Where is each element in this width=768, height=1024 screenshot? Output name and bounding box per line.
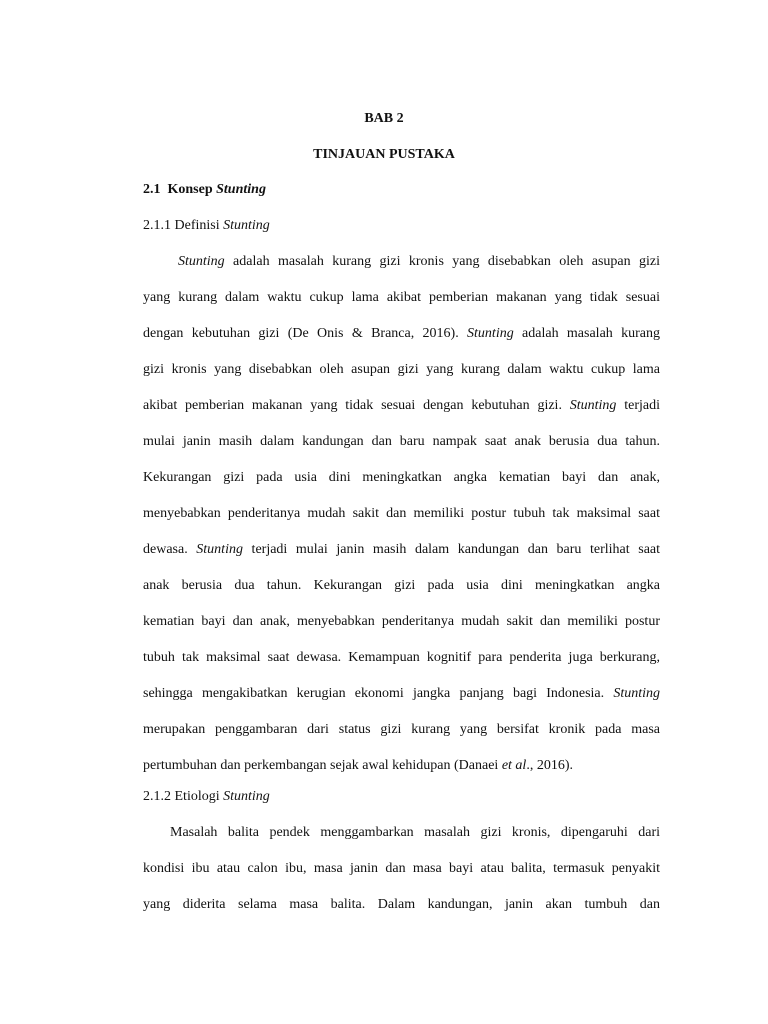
paragraph-line: Kekurangan gizi pada usia dini meningkatkan angka kematian bayi dan anak,	[143, 470, 660, 485]
subsection-heading-2-1-2	[143, 789, 270, 805]
paragraph-line: tubuh tak maksimal saat dewasa. Kemampuan kognitif para penderita juga berkurang,	[143, 650, 660, 665]
paragraph-line: akibat pemberian makanan yang tidak sesuai dengan kebutuhan gizi. Stunting terjadi	[143, 398, 660, 413]
section-label: Konsep	[167, 182, 213, 197]
subsection-label-italic: Stunting	[223, 789, 270, 804]
subsection-number: 2.1.1	[143, 218, 171, 233]
paragraph-line: anak berusia dua tahun. Kekurangan gizi pada usia dini meningkatkan angka	[143, 578, 660, 593]
paragraph-line: gizi kronis yang disebabkan oleh asupan gizi yang kurang dalam waktu cukup lama	[143, 362, 660, 377]
section-heading-2-1	[143, 182, 266, 198]
paragraph-line: pertumbuhan dan perkembangan sejak awal kehidupan (Danaei et al., 2016).	[143, 758, 573, 773]
paragraph-line: sehingga mengakibatkan kerugian ekonomi jangka panjang bagi Indonesia. Stunting	[143, 686, 660, 701]
paragraph-line: kondisi ibu atau calon ibu, masa janin dan masa bayi atau balita, termasuk penyakit	[143, 861, 660, 876]
paragraph-line: yang diderita selama masa balita. Dalam kandungan, janin akan tumbuh dan	[143, 897, 660, 912]
section-label-italic: Stunting	[216, 182, 266, 197]
subsection-number: 2.1.2	[143, 789, 171, 804]
paragraph-line: mulai janin masih dalam kandungan dan baru nampak saat anak berusia dua tahun.	[143, 434, 660, 449]
paragraph-line: kematian bayi dan anak, menyebabkan penderitanya mudah sakit dan memiliki postur	[143, 614, 660, 629]
subsection-heading-2-1-1	[143, 218, 270, 234]
paragraph-etiologi	[143, 825, 660, 933]
subsection-label-italic: Stunting	[223, 218, 270, 233]
paragraph-definisi	[143, 254, 660, 794]
subsection-label: Etiologi	[174, 789, 220, 804]
paragraph-line: dewasa. Stunting terjadi mulai janin masih dalam kandungan dan baru terlihat saat	[143, 542, 660, 557]
chapter-number: BAB 2	[364, 111, 404, 126]
paragraph-line: Masalah balita pendek menggambarkan masalah gizi kronis, dipengaruhi dari	[170, 825, 660, 840]
paragraph-line: dengan kebutuhan gizi (De Onis & Branca, 2016). Stunting adalah masalah kurang	[143, 326, 660, 341]
paragraph-line: menyebabkan penderitanya mudah sakit dan memiliki postur tubuh tak maksimal saat	[143, 506, 660, 521]
subsection-label: Definisi	[174, 218, 220, 233]
paragraph-line: yang kurang dalam waktu cukup lama akibat pemberian makanan yang tidak sesuai	[143, 290, 660, 305]
section-number: 2.1	[143, 182, 161, 197]
chapter-title: TINJAUAN PUSTAKA	[313, 147, 455, 162]
paragraph-line: Stunting adalah masalah kurang gizi kronis yang disebabkan oleh asupan gizi	[178, 254, 660, 269]
paragraph-line: merupakan penggambaran dari status gizi kurang yang bersifat kronik pada masa	[143, 722, 660, 737]
